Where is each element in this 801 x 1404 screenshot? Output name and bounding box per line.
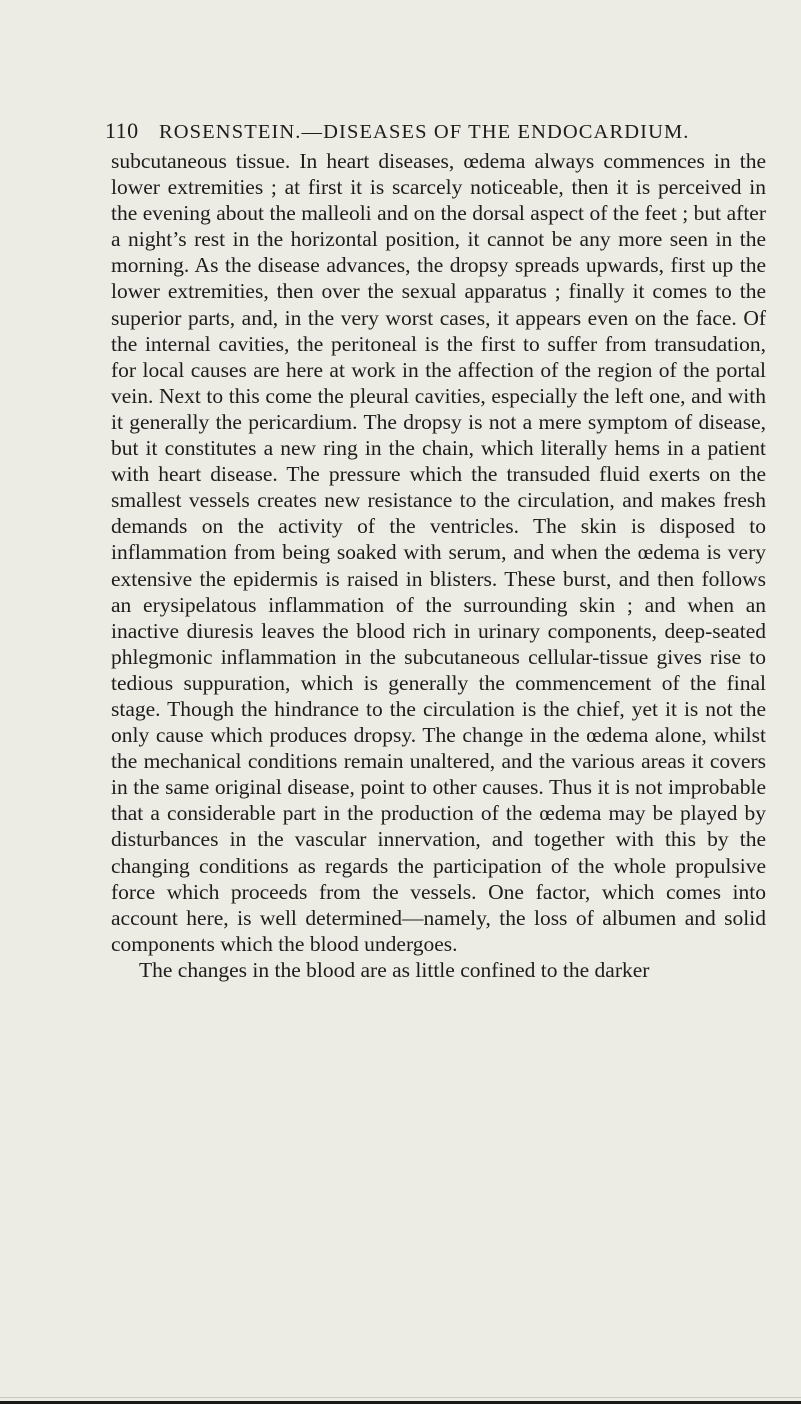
running-head: ROSENSTEIN.—DISEASES OF THE ENDOCARDIUM. [159, 121, 690, 143]
scan-edge-line [0, 1397, 801, 1398]
paragraph: subcutaneous tissue. In heart diseases, œdema always commences in the lower extremities ; at first it is scarcely noticeable, then it is perceived in the evening about the malleoli and on the dorsal aspect of the feet ; but after a night’s rest in the horizontal position, it cannot be any more seen in the morning. As the disease advances, the dropsy spreads upwards, first up the lower extremities, then over the sexual apparatus ; finally it comes to the superior parts, and, in the very worst cases, it appears even on the face. Of the internal cavities, the peritoneal is the first to suffer from transudation, for local causes are here at work in the affection of the region of the portal vein. Next to this come the pleural cavities, especially the left one, and with it generally the pericardium. The dropsy is not a mere symptom of disease, but it constitutes a new ring in the chain, which literally hems in a patient with heart disease. The pressure which the transuded fluid exerts on the smallest vessels creates new resistance to the circulation, and makes fresh demands on the activity of the ventricles. The skin is disposed to inflammation from being soaked with serum, and when the œdema is very extensive the epidermis is raised in blisters. These burst, and then follows an erysipelatous inflammation of the surrounding skin ; and when an inactive diuresis leaves the blood rich in urinary components, deep-seated phlegmonic inflammation in the subcutaneous cellular-tissue gives rise to tedious suppuration, which is generally the commencement of the final stage. Though the hindrance to the circulation is the chief, yet it is not the only cause which produces dropsy. The change in the œdema alone, whilst the mechanical conditions remain unaltered, and the various areas it covers in the same original disease, point to other causes. Thus it is not improbable that a considerable part in the production of the œdema may be played by disturbances in the vascular innervation, and together with this by the changing conditions as regards the participation of the whole propulsive force which proceeds from the vessels. One factor, which comes into account here, is well determined—namely, the loss of albumen and solid components which the blood undergoes. [111, 149, 766, 956]
page-number: 110 [105, 118, 139, 143]
body-text [111, 148, 766, 983]
page-header [105, 116, 765, 146]
paragraph: The changes in the blood are as little confined to the darker [139, 957, 650, 982]
